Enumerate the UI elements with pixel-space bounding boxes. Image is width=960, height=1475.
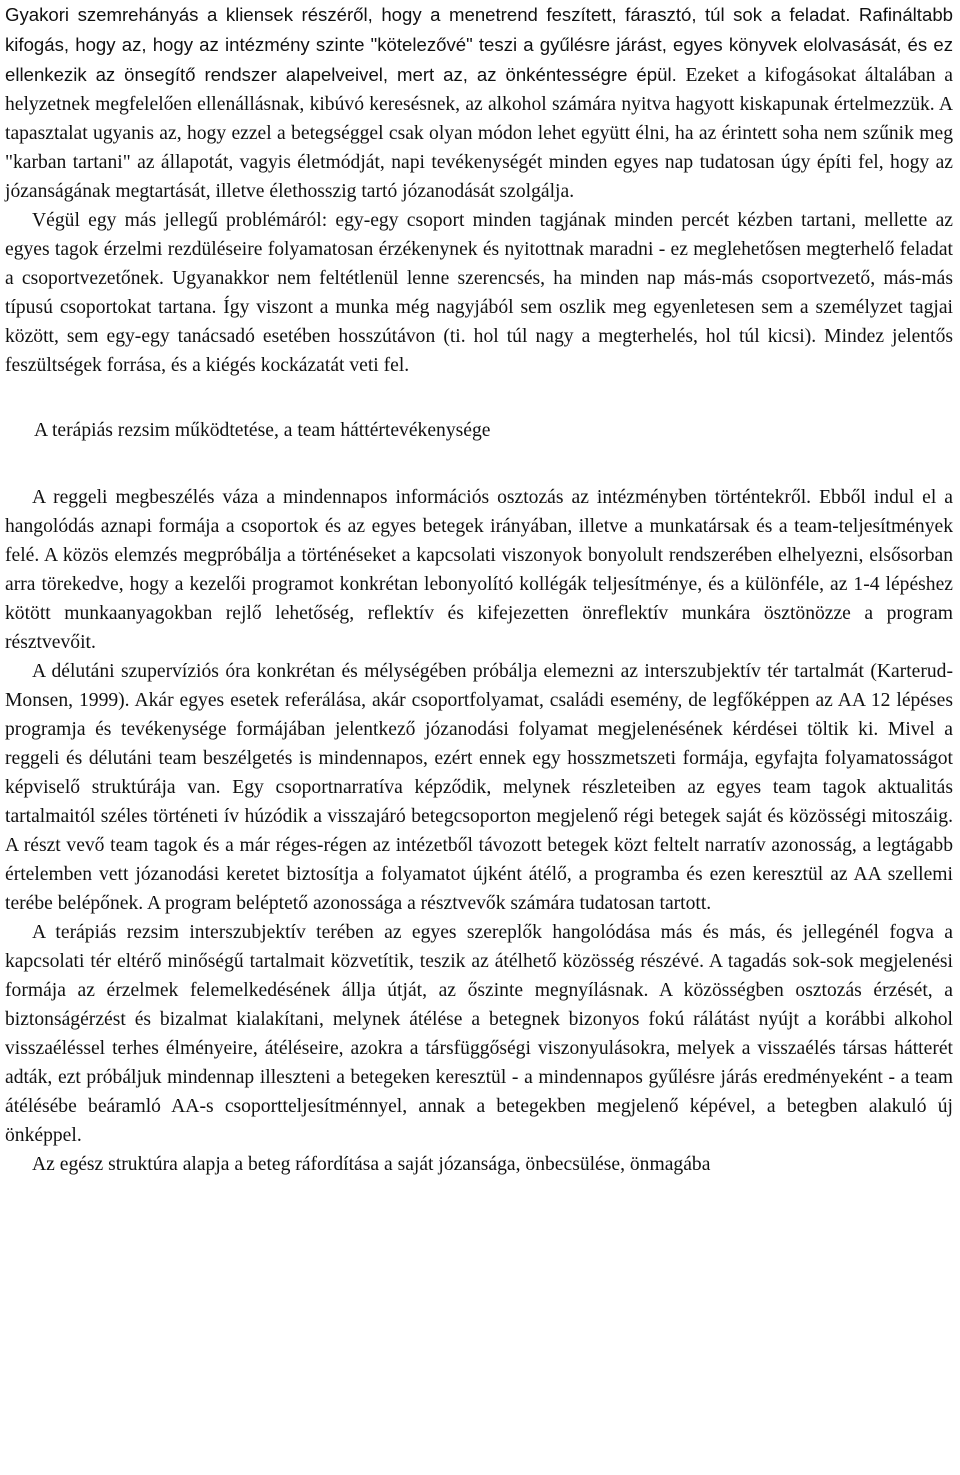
opening-paragraph-sans-text: Gyakori szemrehányás a kliensek részéről, hogy a menetrend feszített, fárasztó, túl sok a feladat. Rafináltabb kifogás, hogy az, hogy az intézmény szinte "kötelezővé" teszi a gyűlésre járást, egyes könyvek elolvasását, és ez ellenkezik az önsegítő rendszer alapelveivel, mert az, az önkéntességre épül. [5, 4, 953, 85]
paragraph-workload: Végül egy más jellegű problémáról: egy-egy csoport minden tagjának minden percét kézben tartani, mellette az egyes tagok érzelmi rezdüléseire folyamatosan érzékenynek és nyitottnak maradni - ez meglehetősen megterhelő feladat a csoportvezetőnek. Ugyanakkor nem feltétlenül lenne szerencsés, ha minden nap más-más csoportvezető, más-más típusú csoportokat tartana. Így viszont a munka még nagyjából sem oszlik meg egyenletesen sem a személyzet tagjai között, sem egy-egy tanácsadó esetében hosszútávon (ti. hol túl nagy a megterhelés, hol túl kicsi). Mindez jelentős feszültségek forrása, és a kiégés kockázatát veti fel. [5, 210, 953, 376]
paragraph-structure-basis: Az egész struktúra alapja a beteg ráfordítása a saját józansága, önbecsülése, önmagába [32, 1154, 711, 1175]
opening-paragraph [5, 0, 953, 206]
section-heading: A terápiás rezsim működtetése, a team háttértevékenysége [34, 420, 491, 441]
paragraph-morning-meeting: A reggeli megbeszélés váza a mindennapos információs osztozás az intézményben történtekről. Ebből indul el a hangolódás aznapi formája a csoportok és az egyes betegek irányában, illetve a munkatársak és a team-teljesítmények felé. A közös elemzés megpróbálja a történéseket a kapcsolati viszonyok bonyolult rendszerében elhelyezni, elsősorban arra törekedve, hogy a kezelői programot konkrétan lebonyolító kollégák teljesítménye, és a különféle, az 1-4 lépéshez kötött munkaanyagokban rejlő lehetőség, reflektív és kifejezetten önreflektív munkára ösztönözze a program résztvevőit. [5, 487, 953, 653]
opening-paragraph-serif-text: Ezeket a kifogásokat általában a helyzetnek megfelelően ellenállásnak, kibúvó keresésnek, az alkohol számára nyitva hagyott kiskapunak értelmezzük. A tapasztalat ugyanis az, hogy ezzel a betegséggel csak olyan módon lehet együtt élni, ha az érintett soha nem szűnik meg "karban tartani" az állapotát, vagyis életmódját, napi tevékenységét minden egyes nap tudatosan úgy építi fel, hogy az józanságának megtartását, illetve élethosszig tartó józanodását szolgálja. [5, 65, 953, 202]
paragraph-afternoon-supervision: A délutáni szupervíziós óra konkrétan és mélységében próbálja elemezni az interszubjektív tér tartalmát (Karterud-Monsen, 1999). Akár egyes esetek referálása, akár csoportfolyamat, családi esemény, de legfőképpen az AA 12 lépéses programja és tevékenysége formájában jelentkező józanodási folyamat megjelenésének kérdései töltik ki. Mivel a reggeli és délutáni team beszélgetés is mindennapos, ezért ennek egy hosszmetszeti formája, egyfajta folyamatosságot képviselő struktúrája van. Egy csoportnarratíva képződik, melynek részleteiben az egyes team tagok aktualitás tartalmaitól széles történeti ív húzódik a visszajáró betegcsoporton megjelenő régi betegek saját és közösségi mitoszáig. A részt vevő team tagok és a már réges-régen az intézetből távozott betegek közt feltelt narratív azonosság, a legtágabb értelemben vett józanodási keretet biztosítja a folyamatot újként átélő, a programba és ezen keresztül az AA szellemi terébe belépőnek. A program beléptető azonossága a résztvevők számára tudatosan tartott. [5, 661, 953, 914]
paragraph-intersubjective-space: A terápiás rezsim interszubjektív terében az egyes szereplők hangolódása más és más, és jellegénél fogva a kapcsolati tér eltérő minőségű tartalmait közvetítik, teszik az átélhető közösség részévé. A tagadás sok-sok megjelenési formája az érzelmek felemelkedésének állja útját, az őszinte megnyílásnak. A közösségben osztozás érzését, a biztonságérzést és bizalmat kialakítani, melynek átélése a betegnek bizonyos fokú rálátást nyújt a korábbi alkohol visszaéléssel terhes élményeire, átéléseire, azokra a társfüggőségi viszonyulásokra, melyek a visszaélés társas hátterét adták, ezt próbáljuk mindennap illeszteni a betegeken keresztül - a mindennapos gyűlésre járás eredményeként - a team átélésébe beáramló AA-s csoportteljesítménnyel, annak a betegekben megjelenő képével, a betegben alakuló új önképpel. [5, 922, 953, 1146]
document-page [5, 0, 953, 1179]
